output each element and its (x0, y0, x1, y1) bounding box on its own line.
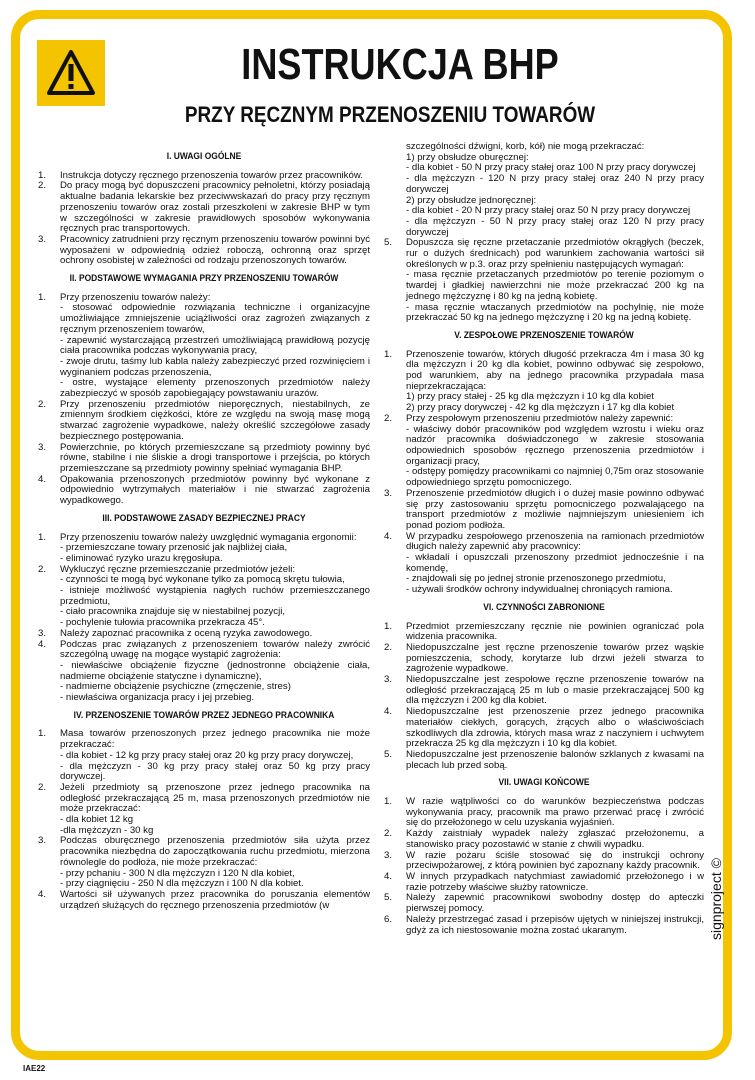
brand-label: signproject © (708, 858, 724, 940)
list-item-text: - dla kobiet - 12 kg przy pracy stałej oraz 20 kg przy pracy dorywczej, (60, 749, 354, 761)
list-item-text: Przy przenoszeniu towarów należy uwzględnić wymagania ergonomii: (60, 531, 357, 543)
list-item-text: Masa towarów przenoszonych przez jednego pracownika nie może przekraczać: (60, 728, 370, 751)
list-item-text: - dla kobiet - 20 N przy pracy stałej oraz 50 N przy pracy dorywczej (406, 205, 691, 217)
list-item (38, 762, 370, 783)
list-item-number: 4. (384, 706, 393, 718)
list-item (38, 586, 370, 607)
section-heading-4: IV. PRZENOSZENIE TOWARÓW PRZEZ JEDNEGO PRACOWNIKA (73, 708, 335, 720)
section-heading-6: VI. CZYNNOŚCI ZABRONIONE (483, 600, 605, 612)
list-item-text: Niedopuszczalne jest ręczne przenoszenie towarów przez wąskie pomieszczenia, schody, korytarze lub drzwi jeżeli stwarza to zagrożenie wypadkowe. (406, 641, 704, 675)
list-item-number: 4. (384, 871, 393, 882)
list-item-text: - zwoje drutu, taśmy lub kabla należy zabezpieczyć przed rozwinięciem i wyginaniem podczas przenoszenia, (60, 355, 370, 378)
list-item-text: 2) przy obsłudze jednoręcznej: (406, 194, 537, 206)
list-item-number: 1. (38, 531, 47, 543)
list-item-number: 2. (384, 412, 393, 424)
list-item-text: - dla mężczyzn - 50 N przy pracy stałej oraz 120 N przy pracy dorywczej (406, 215, 704, 238)
list-item-number: 3. (38, 441, 47, 453)
list-item-text: - właściwy dobór pracowników pod względem wzrostu i wieku oraz nadzór pracownika doświadczonego w zakresie stosowania odpowiednich sposobów ręcznego przenoszenia przedmiotów i organizacji pracy, (406, 423, 704, 467)
section-4-continued-list (384, 142, 704, 324)
list-item-number: 1. (384, 348, 393, 360)
list-item-text: - przy pchaniu - 300 N dla mężczyzn i 120 N dla kobiet, (60, 867, 295, 879)
list-item-text: W razie wątpliwości co do warunków bezpieczeństwa podczas wykonywania pracy, pracownik ma prawo przerwać pracę i zwrócić się do przełożonego w celu uzyskania wyjaśnień. (406, 796, 704, 829)
list-item-number: 3. (384, 487, 393, 499)
list-item-number (384, 217, 406, 238)
list-item (384, 872, 704, 893)
list-item-number: 1. (38, 728, 47, 740)
list-item-number (384, 174, 406, 195)
document-code: IAE22 (23, 1064, 46, 1073)
list-item-number (384, 142, 406, 153)
list-item-number: 2. (38, 563, 47, 575)
list-item-text: Jeżeli przedmioty są przenoszone przez jednego pracownika na odległość przekraczającą 25 m, masa przenoszonych przedmiotów nie może przekraczać: (60, 781, 370, 815)
list-item (38, 357, 370, 378)
list-item-text: 1) przy obsłudze oburęcznej: (406, 151, 529, 163)
list-item-number: 5. (384, 892, 393, 904)
list-item-text: - wkładali i opuszczali przenoszony przedmiot jednocześnie i na komendę, (406, 552, 704, 574)
list-item-number: 3. (38, 835, 47, 847)
list-item-text: - przy ciągnięciu - 250 N dla mężczyzn i 100 N dla kobiet. (60, 878, 304, 890)
list-item-text: -dla mężczyzn - 30 kg (60, 824, 154, 836)
list-item-text: - nadmierne obciążenie psychiczne (zmęczenie, stres) (60, 681, 291, 693)
list-item-text: Przy przenoszeniu towarów należy: (60, 291, 211, 303)
list-item (384, 350, 704, 393)
list-item (384, 467, 704, 488)
list-item-number (384, 303, 406, 324)
list-item-number: 1. (38, 169, 47, 181)
list-item-text: Powierzchnie, po których przemieszczane są przedmioty powinny być równe, stabilne i nie śliskie a drogi transportowe i przejścia, po których przemieszczane są przedmioty powinny spełniać wymagania BHP. (60, 441, 370, 474)
list-item (38, 303, 370, 335)
list-item-number (38, 554, 60, 565)
list-item-number (384, 425, 406, 468)
list-item-text: Pracownicy zatrudnieni przy ręcznym przenoszeniu towarów powinni być wyposażeni w odpowiednią odzież roboczą, ochronną oraz sprzęt ochrony osobistej w zależności od rodzaju przenoszonych towarów. (60, 233, 370, 267)
list-item-number (38, 682, 60, 693)
list-item-number: 1. (384, 796, 393, 808)
list-item-number (384, 553, 406, 574)
list-item-text: szczególności dźwigni, korb, kół) nie mogą przekraczać: (406, 141, 645, 152)
list-item (384, 797, 704, 829)
list-item-text: Należy przestrzegać zasad i przepisów ujętych w niniejszej instrukcji, gdyż za ich niestosowanie można zostać ukaranym. (406, 913, 704, 936)
list-item-text: Wartości sił używanych przez pracownika do poruszania elementów urządzeń służących do ręcznego przenoszenia przedmiotów (w (60, 889, 370, 911)
list-item-text: Niedopuszczalne jest przenoszenie przez jednego pracownika materiałów ciekłych, gorących, żrących albo o właściwościach szkodliwych dla zdrowia, których masa wraz z naczyniem i uchwytem przekracza 25 kg dla mężczyzn i 10 kg dla kobiet. (406, 706, 704, 750)
list-item-text: Niedopuszczalne jest przenoszenie balonów szklanych z kwasami na plecach lub przed sobą. (406, 748, 704, 771)
list-item-text: W innych przypadkach natychmiast zawiadomić przełożonego i w razie potrzeby właściwe służby ratownicze. (406, 871, 704, 893)
list-item-text: - używali środków ochrony indywidualnej chroniących ramiona. (406, 584, 673, 596)
list-item (384, 553, 704, 574)
section-heading-3: III. PODSTAWOWE ZASADY BEZPIECZNEJ PRACY (102, 511, 306, 523)
list-item-text: Dopuszcza się ręczne przetaczanie przedmiotów okrągłych (beczek, rur o dużych średnicach) pod warunkiem zachowania wartości sił określonych w p.3. oraz przy spełnieniu następujących wymagań: (406, 237, 704, 270)
warning-sign-box (37, 40, 105, 106)
section-heading-2: II. PODSTAWOWE WYMAGANIA PRZY PRZENOSZENIU TOWARÓW (69, 272, 339, 284)
list-item-text: Opakowania przenoszonych przedmiotów powinny być wykonane z odpowiednio wytrzymałych materiałów i nie stwarzać zagrożenia wypadkowego. (60, 473, 370, 507)
list-item-text: - dla mężczyzn - 30 kg przy pracy stałej oraz 50 kg przy pracy dorywczej. (60, 760, 370, 783)
list-item-text: 2) przy pracy dorywczej - 42 kg dla mężczyzn i 17 kg dla kobiet (406, 402, 675, 414)
list-item-text: - niewłaściwa organizacja pracy i jej przebieg. (60, 692, 255, 704)
list-item-number (38, 607, 60, 618)
list-item-text: Podczas oburęcznego przenoszenia przedmiotów siła użyta przez pracownika niezbędna do zapoczątkowania ruchu przedmiotu, mierzona równolegle do podłoża, nie może przekraczać: (60, 835, 370, 868)
list-item (38, 836, 370, 868)
list-item-number (38, 751, 60, 762)
list-item-number: 4. (38, 638, 47, 650)
list-item-text: - czynności te mogą być wykonane tylko za pomocą skrętu tułowia, (60, 574, 345, 586)
list-item-number (384, 574, 406, 585)
list-item (384, 532, 704, 553)
list-item-text: - istnieje możliwość wystąpienia nagłych ruchów przemieszczanego przedmiotu, (60, 585, 370, 607)
list-item-number (384, 163, 406, 174)
list-item-number (384, 196, 406, 207)
list-item-number: 2. (38, 781, 47, 793)
list-item-number: 2. (384, 828, 393, 840)
list-item (38, 640, 370, 661)
list-item-number: 3. (38, 233, 47, 245)
list-item (384, 425, 704, 468)
list-item (384, 675, 704, 707)
list-item-number (38, 693, 60, 704)
list-item-number: 2. (384, 641, 393, 653)
list-item-text: - zapewnić wystarczającą przestrzeń umożliwiającą prawidłową pozycję ciała pracownika podczas wykonywania pracy, (60, 334, 370, 357)
section-heading-5: V. ZESPOŁOWE PRZENOSZENIE TOWARÓW (454, 328, 634, 340)
list-item (38, 661, 370, 682)
section-heading-7: VII. UWAGI KOŃCOWE (498, 776, 590, 788)
list-item (384, 303, 704, 324)
list-item-number (38, 815, 60, 826)
list-item-text: W przypadku zespołowego przenoszenia na ramionach przedmiotów długich należy zapewnić aby pracownicy: (406, 530, 704, 553)
list-item-number (38, 575, 60, 586)
list-item-number: 2. (38, 398, 47, 410)
list-item-text: Każdy zaistniały wypadek należy zgłaszać przełożonemu, a stanowisko pracy pozostawić w stanie z chwili wypadku. (406, 828, 704, 850)
list-item-number: 4. (38, 889, 47, 900)
list-item-number: 6. (384, 913, 393, 925)
list-item (384, 217, 704, 238)
section-heading-1: I. UWAGI OGÓLNE (166, 150, 242, 161)
list-item-text: Instrukcja dotyczy ręcznego przenoszenia towarów przez pracowników. (60, 169, 363, 181)
list-item-text: - ostre, wystające elementy przenoszonych przedmiotów należy zabezpieczyć w sposób zapobiegający powstawaniu urazów. (60, 377, 370, 400)
list-item-text: Przy zespołowym przenoszeniu przedmiotów należy zapewnić: (406, 412, 674, 424)
list-item-text: - ciało pracownika znajduje się w niestabilnej pozycji, (60, 606, 286, 618)
list-item (38, 181, 370, 235)
list-item-number: 3. (38, 627, 47, 639)
list-item-number: 1. (38, 291, 47, 303)
list-item-number (38, 357, 60, 378)
list-item-number (38, 378, 60, 399)
list-item (384, 829, 704, 850)
list-item-number (384, 467, 406, 488)
list-item-text: - znajdowali się po jednej stronie przenoszonego przedmiotu, (406, 573, 666, 585)
list-item (384, 750, 704, 771)
list-item-number (384, 585, 406, 596)
list-item (38, 751, 370, 762)
list-item (38, 336, 370, 357)
list-item-number: 2. (38, 180, 47, 192)
list-item-number: 4. (38, 473, 47, 485)
list-item-text: Przenoszenie towarów, których długość przekracza 4m i masa 30 kg dla mężczyzn i 20 kg dla kobiet, powinno odbywać się zespołowo, pod warunkiem, aby na jednego pracownika przypadała masa nieprzekraczająca: (406, 348, 704, 392)
section-6-list (384, 622, 704, 772)
section-7-list (384, 797, 704, 936)
list-item (384, 489, 704, 532)
list-item-number: 3. (384, 849, 393, 861)
list-item-text: - masa ręcznie wtaczanych przedmiotów na pochylnię, nie może przekraczać 50 kg na jednego mężczyznę i 20 kg na jedną kobietę. (406, 301, 704, 324)
list-item-text: - eliminować ryzyko urazu kręgosłupa. (60, 552, 223, 564)
list-item-text: - dla mężczyzn - 120 N przy pracy stałej oraz 240 N przy pracy dorywczej (406, 173, 704, 195)
list-item-number: 4. (384, 530, 393, 542)
list-item-text: - dla kobiet 12 kg (60, 814, 134, 826)
list-item-text: Do pracy mogą być dopuszczeni pracownicy pełnoletni, którzy posiadają aktualne badania lekarskie bez przeciwwskazań do pracy przy ręcznym przenoszeniu towarów oraz zostali przeszkoleni w zakresie BHP w tym w szczególności w zakresie prawidłowych sposobów wykonywania ręcznych prac transportowych. (60, 180, 370, 235)
section-1-list (38, 171, 370, 267)
list-item (384, 643, 704, 675)
list-item-number (38, 762, 60, 783)
list-item-number: 3. (384, 674, 393, 686)
list-item-text: Przy przenoszeniu przedmiotów nieporęcznych, niestabilnych, ze zmiennym środkiem ciężkości, które ze względu na swoją masę mogą stwarzać zagrożenie wypadkowe, należy określić szczegółowe zasady bezpiecznego postępowania. (60, 398, 370, 442)
page-subtitle: PRZY RĘCZNYM PRZENOSZENIU TOWARÓW (184, 102, 596, 127)
list-item-text: Należy zapewnić pracownikowi swobodny dostęp do apteczki pierwszej pomocy. (406, 892, 704, 915)
list-item-text: - masa ręcznie przetaczanych przedmiotów po terenie poziomym o twardej i gładkiej nawierzchni nie może przekraczać 200 kg na jednego mężczyznę i 80 kg na jedną kobietę. (406, 269, 704, 302)
list-item-text: Należy zapoznać pracownika z oceną ryzyka zawodowego. (60, 627, 313, 639)
list-item (384, 893, 704, 914)
list-item-number: 5. (384, 748, 393, 760)
list-item-text: - dla kobiet - 50 N przy pracy stałej oraz 100 N przy pracy dorywczej (406, 162, 696, 174)
left-column (38, 145, 370, 911)
section-5-list (384, 350, 704, 596)
list-item (384, 174, 704, 195)
list-item (38, 400, 370, 443)
list-item (384, 851, 704, 872)
list-item-number (38, 586, 60, 607)
list-item (38, 693, 370, 704)
list-item (384, 238, 704, 270)
warning-triangle-icon (46, 49, 96, 97)
list-item-text: 1) przy pracy stałej - 25 kg dla mężczyzn i 10 kg dla kobiet (406, 391, 654, 403)
list-item (384, 585, 704, 596)
list-item-number (38, 869, 60, 880)
list-item (384, 915, 704, 936)
list-item-text: - odstępy pomiędzy pracownikami co najmniej 0,75m oraz stosowanie odpowiedniego sprzętu pomocniczego. (406, 466, 704, 489)
list-item (38, 554, 370, 565)
section-3-list (38, 533, 370, 704)
list-item-text: - stosować odpowiednie rozwiązania techniczne i organizacyjne umożliwiające zmniejszenie uciążliwości oraz zagrożeń związanych z ręcznym przenoszeniem towarów, (60, 302, 370, 335)
list-item-number: 5. (384, 237, 393, 249)
list-item-text: Podczas prac związanych z przenoszeniem towarów należy zwrócić szczególną uwagę na mogące wystąpić zagrożenia: (60, 638, 370, 661)
list-item-text: Wykluczyć ręczne przemieszczanie przedmiotów jeżeli: (60, 563, 296, 575)
list-item-text: - niewłaściwe obciążenie fizyczne (jednostronne obciążenie ciała, nadmierne obciążenie statyczne i dynamiczne), (60, 659, 370, 682)
list-item (38, 629, 370, 640)
list-item-number (38, 303, 60, 335)
section-2-list (38, 293, 370, 507)
right-column (384, 142, 704, 936)
list-item-number (384, 392, 406, 403)
list-item (38, 729, 370, 750)
list-item-text: Przenoszenie przedmiotów długich i o dużej masie powinno odbywać się przy zastosowaniu sprzętu pomocniczego pozwalającego na transport przedmiotów z możliwie najmniejszym uniesieniem ich ponad poziom podłoża. (406, 487, 704, 531)
list-item-number (384, 206, 406, 217)
list-item (38, 475, 370, 507)
list-item (384, 270, 704, 302)
list-item-number (38, 661, 60, 682)
list-item (384, 622, 704, 643)
page-title: INSTRUKCJA BHP (241, 40, 559, 89)
list-item-number (38, 543, 60, 554)
list-item-text: Przedmiot przemieszczany ręcznie nie powinien ograniczać pola widzenia pracownika. (406, 620, 704, 643)
list-item (38, 890, 370, 911)
list-item (384, 707, 704, 750)
list-item (38, 378, 370, 399)
list-item-text: - pochylenie tułowia pracownika przekracza 45°. (60, 617, 265, 629)
list-item-text: - przemieszczane towary przenosić jak najbliżej ciała, (60, 542, 288, 554)
list-item (38, 783, 370, 815)
list-item-number (38, 336, 60, 357)
list-item-number: 1. (384, 620, 393, 632)
list-item-text: W razie pożaru ściśle stosować się do instrukcji ochrony przeciwpożarowej, z którą powinien być zapoznany każdy pracownik. (406, 849, 704, 872)
list-item-number (384, 270, 406, 302)
list-item (38, 235, 370, 267)
list-item-text: Niedopuszczalne jest zespołowe ręczne przenoszenie towarów na odległość przekraczającą 25 m lub o masie przekraczającej 500 kg dla mężczyzn i 200 kg dla kobiet. (406, 674, 704, 707)
list-item (38, 443, 370, 475)
list-item-number (384, 153, 406, 164)
section-4-list (38, 729, 370, 911)
list-item (384, 414, 704, 425)
